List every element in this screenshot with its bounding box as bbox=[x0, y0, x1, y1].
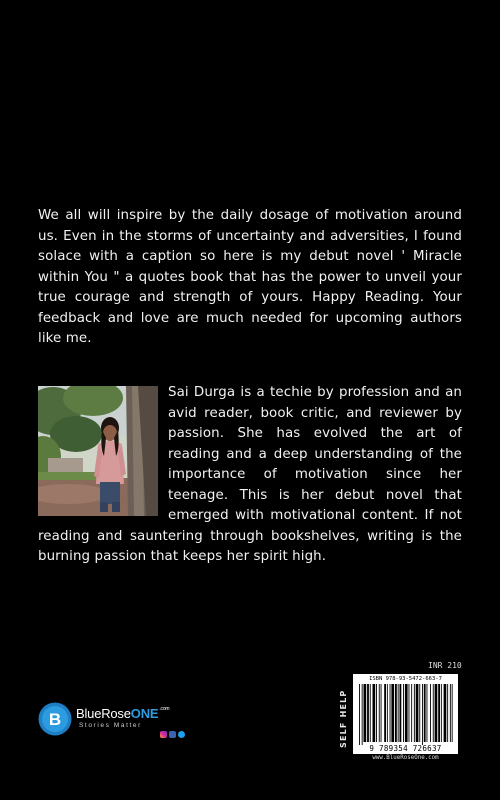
facebook-icon bbox=[169, 731, 176, 738]
svg-text:B: B bbox=[48, 710, 62, 729]
author-bio: Sai Durga is a techie by profession and an avid reader, book critic, and reviewer by passion. She has evolved the art of reading and a deep understanding of the importance of motivation since her teenage. This is her debut novel that emerged with motivational content. If not reading and sauntering through bookshelves, writing is the burning passion that keeps her spirit high. bbox=[38, 385, 462, 564]
publisher-website: www.BlueRoseOne.com bbox=[372, 755, 439, 761]
barcode-bars bbox=[353, 674, 458, 754]
genre-label bbox=[336, 686, 350, 750]
twitter-icon bbox=[178, 731, 185, 738]
book-blurb: We all will inspire by the daily dosage of motivation around us. Even in the storms of uncertainty and adversities, I found solace with a caption so here is my debut novel ' Miracle within You " a quotes book that has the power to unveil your true courage and strength of yours. Happy Reading. Your feedback and love are much needed for upcoming authors like me. bbox=[38, 208, 462, 346]
price-label: INR 210 bbox=[428, 661, 462, 670]
isbn-number: ISBN 978-93-5472-663-7 bbox=[369, 676, 442, 682]
isbn-digits: 9 789354 726637 bbox=[369, 744, 442, 753]
publisher-name bbox=[76, 706, 169, 721]
social-icons bbox=[160, 731, 185, 738]
publisher-name-one: ONE bbox=[130, 706, 159, 721]
publisher-name-super: .com bbox=[159, 706, 170, 712]
svg-text:SELF HELP: SELF HELP bbox=[339, 689, 348, 748]
author-photo bbox=[38, 386, 158, 516]
isbn-barcode bbox=[353, 674, 458, 754]
publisher-name-main: BlueRose bbox=[76, 706, 131, 721]
publisher-logo bbox=[38, 702, 72, 736]
author-section bbox=[38, 383, 462, 568]
instagram-icon bbox=[160, 731, 167, 738]
publisher-tagline: Stories Matter bbox=[79, 722, 142, 729]
